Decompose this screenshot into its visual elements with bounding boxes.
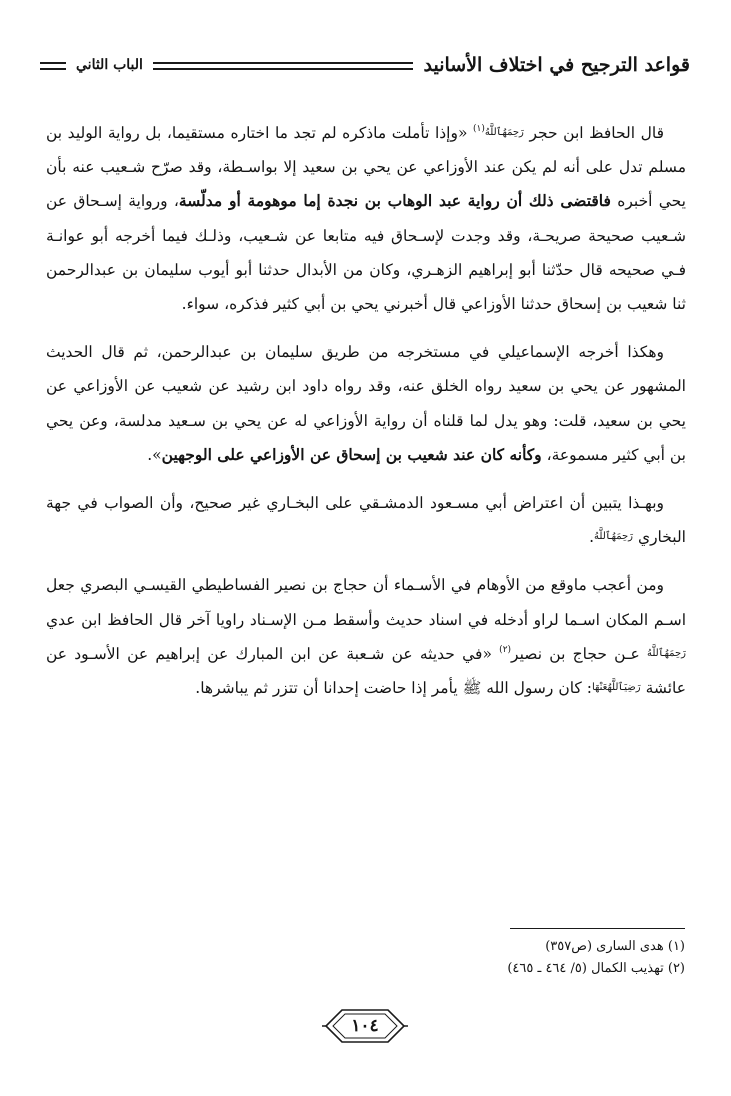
honorific-rahimahullah: رَحِمَهُٱللَّهُ [484, 127, 524, 138]
p2-bold-text: وكأنه كان عند شعيب بن إسحاق عن الأوزاعي على الوجهين [161, 444, 542, 464]
header-rule-long [153, 62, 414, 70]
p1-text-b: «وإذا تأملت ماذكره لم تجد ما اختاره مستقيما، بل رواية الوليد بن مسلم تدل على أنه لم يكن عند الأوزاعي عن يحي بن سعيد إلا بواسـطة، وقد صرّح شـعيب عنه بأن يحي أخبره [46, 124, 686, 211]
p2-text-b: ». [147, 445, 162, 464]
footnote-ref-1: (١) [473, 124, 485, 134]
page-number-ornament [320, 1006, 410, 1046]
paragraph-4 [46, 568, 686, 705]
chapter-label: الباب الثاني [76, 57, 143, 73]
p1-text-c: ، ورواية إسـحاق عن شـعيب صحيحة صريحـة، وقد وجدت لإسـحاق فيه متابعا عن شـعيب، وذلـك فيما أخرجه أبو عوانـة فـي صحيحه قال حدّثنا أبو إبراهيم الزهـري، وكان من الأبدال حدثنا أبو أيوب سليمان بن عبدالرحمن ثنا شعيب بن إسحاق حدثنا الأوزاعي قال أخبرني يحي بن أبي كثير فذكره، سواء. [46, 192, 686, 314]
p4-text-a: ومن أعجب ماوقع من الأوهام في الأسـماء أن حجاج بن نصير الفساطيطي القيسـي البصري جعل اسـم المكان اسـما لراو أدخله في اسناد حديث وأسقط مـن الإسـناد راويا آخر قال الحافظ ابن عدي [46, 576, 686, 629]
footnote-1: (١) هدى السارى (ص٣٥٧) [545, 939, 685, 954]
p4-text-c: «في حديثه عن شـعبة عن ابن المبارك عن إبراهيم عن الأسـود عن عائشة [46, 644, 686, 698]
honorific-rahimahullah-2: رَحِمَهُٱللَّهُ [594, 531, 633, 543]
paragraph-2 [46, 335, 686, 472]
footnote-2: (٢) تهذيب الكمال (٥/ ٤٦٤ ـ ٤٦٥) [507, 961, 685, 976]
footnotes [45, 936, 685, 980]
paragraph-1 [46, 116, 686, 321]
running-header [40, 48, 690, 82]
header-rule-short [40, 62, 66, 70]
p4-text-e: يأمر إذا حاضت إحدانا أن تتزر ثم يباشرها. [195, 679, 458, 698]
p1-text-a: قال الحافظ ابن حجر [529, 124, 664, 142]
page-number: ١٠٤ [351, 1016, 379, 1036]
footnote-ref-2: (٢) [499, 644, 512, 655]
p4-text-b: عـن حجاج بن نصير [511, 644, 640, 663]
honorific-salla-allah: ﷺ [462, 679, 482, 698]
book-title: قواعد الترجيح في اختلاف الأسانيد [423, 54, 690, 76]
p1-bold-text: فاقتضى ذلك أن رواية عبد الوهاب بن نجدة إما موهومة أو مدلّسة [178, 191, 611, 211]
p2-text-a: وهكذا أخرجه الإسماعيلي في مستخرجه من طريق سليمان بن عبدالرحمن، ثم قال الحديث المشهور عن يحي بن سعيد رواه الخلق عنه، وقد رواه داود ابن رشيد عن شعيب عن الأوزاعي عن يحي بن سعيد، قلت: وهو يدل لما قلناه أن رواية الأوزاعي له عن يحي بن سـعيد مدلسة، وعن يحي بن أبي كثير مسموعة، [46, 343, 686, 464]
p4-text-d: : كان رسول الله [486, 679, 592, 698]
honorific-radiyallahu-anha: رَضِيَٱللَّهُعَنْهَا [591, 682, 641, 694]
footnote-separator [510, 928, 685, 929]
paragraph-3: وبهـذا يتبين أن اعتراض أبي مسـعود الدمشـقي على البخـاري غير صحيح، وأن الصواب في جهة البخاري رَحِمَهُٱللَّهُ. [46, 494, 686, 547]
honorific-rahimahullah-3: رَحِمَهُٱللَّهُ [646, 647, 686, 659]
body-text [46, 116, 686, 719]
p3-text-a: وبهـذا يتبين أن اعتراض أبي مسـعود الدمشـقي على البخـاري غير صحيح، وأن الصواب في جهة البخاري [46, 494, 686, 547]
